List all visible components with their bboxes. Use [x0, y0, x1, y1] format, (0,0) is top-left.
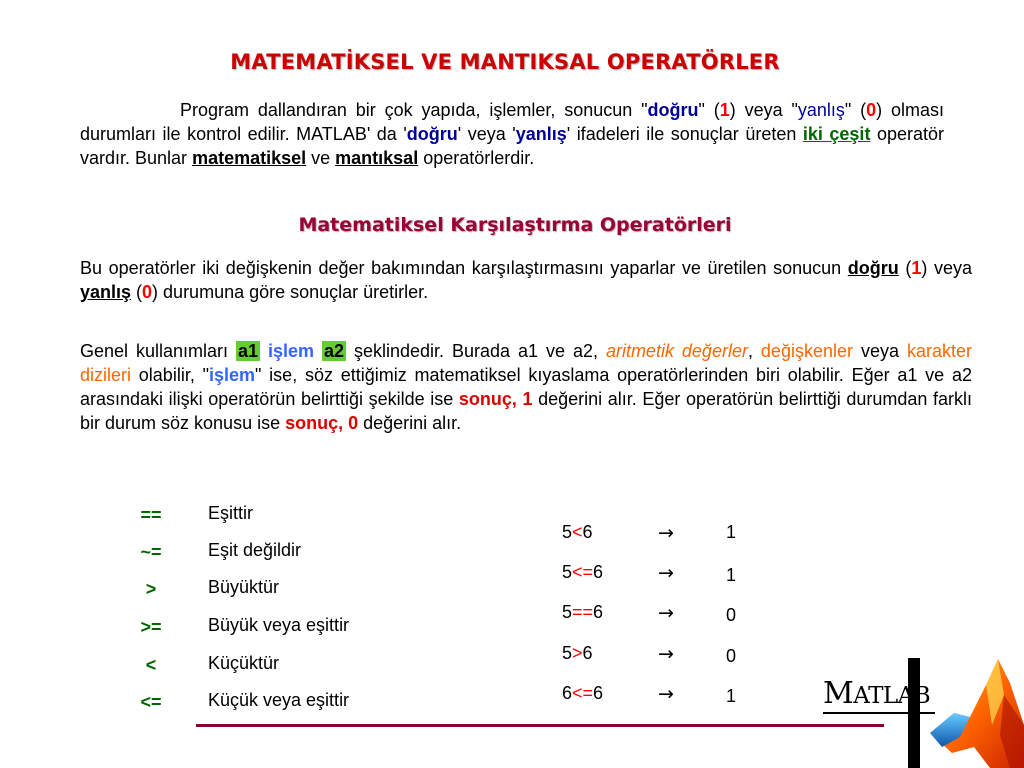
body-text: ,: [747, 341, 761, 361]
body-text: Bu operatörler iki değişkenin değer bakımından karşılaştırmasını yaparlar ve üretilen sonucun: [80, 258, 848, 278]
example-result: 0: [726, 605, 737, 625]
body-text: (: [131, 282, 143, 302]
body-text: ) veya: [921, 258, 972, 278]
operator-description: Eşit değildir: [208, 540, 302, 560]
example-expression: 6<=6: [562, 683, 604, 703]
body-text: Genel kullanımları: [80, 341, 236, 361]
keyword-yanlis: yanlış: [515, 124, 567, 144]
keyword-dogru: doğru: [847, 258, 899, 278]
example-result: 0: [726, 646, 737, 666]
example-expression: 5>6: [562, 643, 593, 663]
operator-description: Küçüktür: [208, 653, 280, 673]
keyword-dogru: doğru: [647, 100, 699, 120]
keyword-yanlis: yanlış: [80, 282, 132, 302]
intro-text: operatörlerdir.: [418, 148, 535, 168]
intro-text: ' ifadeleri ile sonuçlar üreten: [566, 124, 803, 144]
intro-text: " (: [698, 100, 720, 120]
keyword-karakter: karakter dizileri: [80, 341, 972, 385]
operator-symbol: >=: [140, 617, 162, 637]
keyword-islem: işlem: [267, 341, 315, 361]
operator-row: [120, 576, 440, 606]
arrow-icon: →: [658, 602, 674, 624]
matlab-membrane-icon: [930, 655, 1024, 768]
example-expression: 5==6: [562, 602, 604, 622]
example-result: 1: [726, 686, 737, 706]
operator-symbol: ~=: [140, 542, 162, 562]
body-text: ) durumuna göre sonuçlar üretirler.: [152, 282, 429, 302]
arrow-icon: →: [658, 683, 674, 705]
body-text: değerini alır.: [358, 413, 462, 433]
intro-paragraph: [80, 98, 944, 170]
operator-description: Büyüktür: [208, 577, 280, 597]
keyword-islem: işlem: [208, 365, 256, 385]
keyword-sonuc-0: sonuç, 0: [285, 413, 359, 433]
body-text: [260, 341, 268, 361]
arrow-icon: →: [658, 522, 674, 544]
logo-underline: [823, 712, 935, 714]
intro-text: operatör vardır. Bunlar: [80, 124, 944, 168]
operator-symbol: >: [145, 579, 157, 599]
keyword-aritmetik: aritmetik değerler: [605, 341, 748, 361]
keyword-a2: a2: [323, 341, 345, 361]
example-result: 1: [726, 565, 737, 585]
value-one: 1: [911, 258, 922, 278]
keyword-dogru: doğru: [406, 124, 458, 144]
example-row: [562, 522, 762, 552]
example-expression: 5<=6: [562, 562, 604, 582]
keyword-yanlis: yanlış: [797, 100, 845, 120]
example-row: [562, 562, 762, 592]
value-zero: 0: [866, 100, 877, 120]
body-text: " ise, söz ettiğimiz matematiksel kıyaslama operatörlerinden biri olabilir. Eğer a1 ve a2 arasındaki ilişki operatörün belirttiği şekilde ise: [80, 365, 972, 409]
body-text: veya: [852, 341, 907, 361]
keyword-mantiksal: mantıksal: [335, 148, 419, 168]
usage-paragraph: [80, 339, 972, 435]
keyword-degiskenler: değişkenler: [760, 341, 853, 361]
description-paragraph: [80, 256, 972, 304]
operator-symbol: <: [145, 655, 157, 675]
operator-row: [120, 502, 440, 532]
body-text: şeklindedir. Burada a1 ve a2,: [346, 341, 606, 361]
value-one: 1: [719, 100, 730, 120]
operator-row: [120, 652, 440, 682]
intro-text: " (: [844, 100, 867, 120]
example-result: 1: [726, 522, 737, 542]
body-text: (: [898, 258, 912, 278]
keyword-iki-cesit: iki çeşit: [802, 124, 871, 144]
divider-line: [196, 724, 884, 727]
operator-description: Büyük veya eşittir: [208, 615, 350, 635]
operator-row: [120, 689, 440, 719]
intro-text: ' veya ': [457, 124, 516, 144]
operator-symbol: ==: [140, 505, 162, 525]
operator-row: [120, 614, 440, 644]
keyword-matematiksel: matematiksel: [192, 148, 307, 168]
page-title: MATEMATİKSEL VE MANTIKSAL OPERATÖRLER: [230, 50, 780, 74]
operator-symbol: <=: [140, 692, 162, 712]
body-text: olabilir, ": [131, 365, 209, 385]
operator-description: Küçük veya eşittir: [208, 690, 350, 710]
value-zero: 0: [142, 282, 153, 302]
operator-description: Eşittir: [208, 503, 253, 523]
matlab-logo-text: MATLAB: [823, 676, 931, 711]
body-text: değerini alır. Eğer operatörün belirttiği durumdan farklı bir durum söz konusu ise: [80, 389, 972, 433]
example-row: [562, 643, 762, 673]
intro-text: ) veya ": [729, 100, 798, 120]
keyword-a1: a1: [237, 341, 259, 361]
arrow-icon: →: [658, 643, 674, 665]
intro-text: ) olması durumları ile kontrol edilir. MATLAB' da ': [80, 100, 944, 144]
example-row: [562, 683, 762, 713]
intro-text: ve: [306, 148, 336, 168]
intro-text: Program dallandıran bir çok yapıda, işlemler, sonucun ": [180, 100, 648, 120]
section-subtitle: Matematiksel Karşılaştırma Operatörleri: [298, 214, 732, 236]
example-row: [562, 602, 762, 632]
keyword-sonuc-1: sonuç, 1: [458, 389, 533, 409]
example-expression: 5<6: [562, 522, 593, 542]
arrow-icon: →: [658, 562, 674, 584]
body-text: [314, 341, 322, 361]
operator-row: [120, 539, 440, 569]
